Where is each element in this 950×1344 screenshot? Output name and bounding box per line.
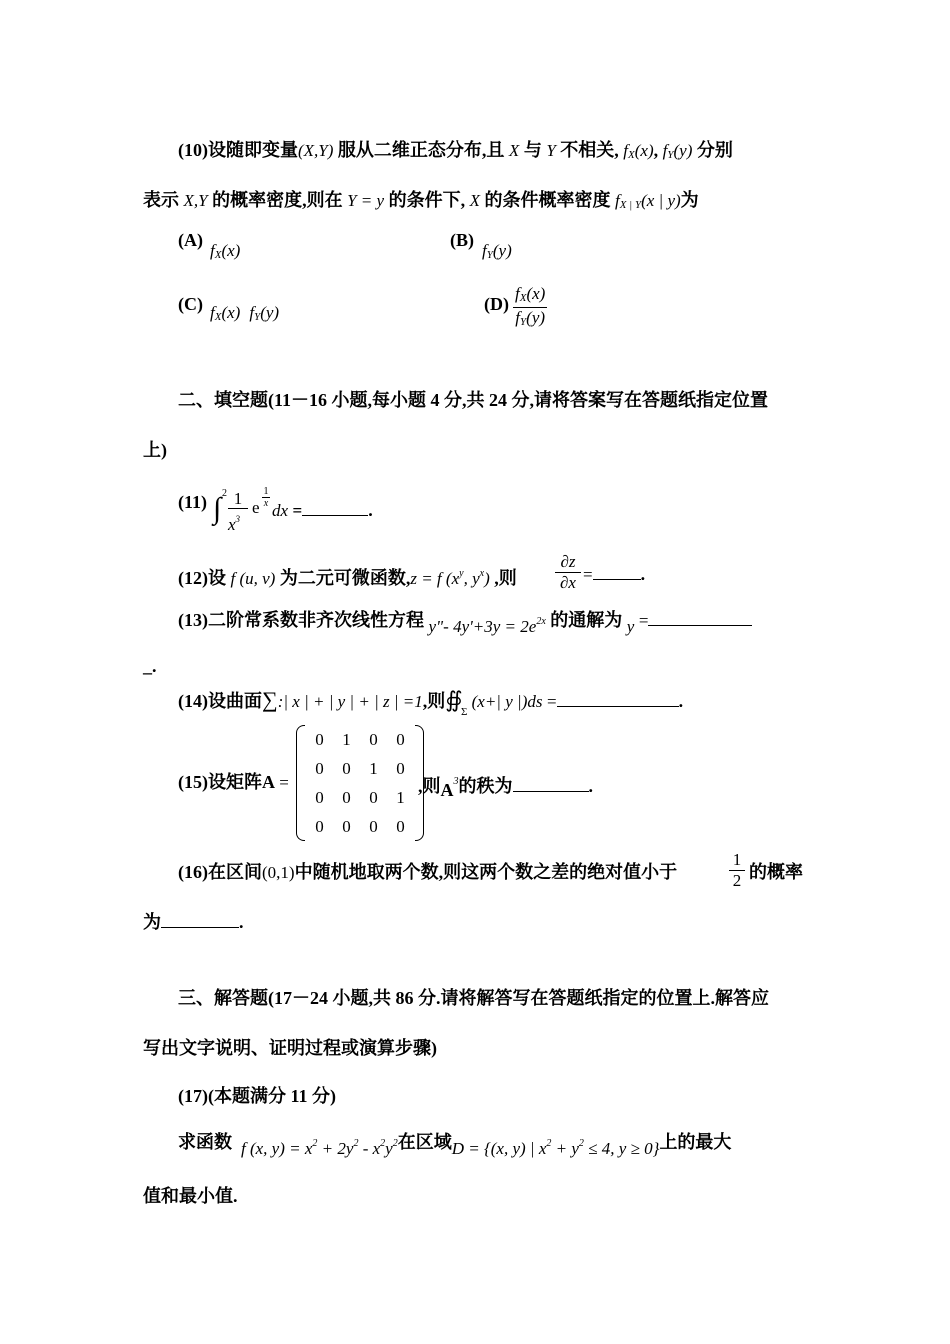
math-sup: 3 (453, 776, 459, 787)
equals: = (583, 565, 593, 584)
equals: = (638, 611, 649, 630)
math: f (210, 303, 215, 322)
math-sup: 2 (546, 1138, 552, 1149)
matrix-cell: 0 (315, 817, 324, 836)
q11 (178, 490, 207, 514)
answer-blank[interactable] (161, 913, 239, 928)
math: dx (272, 501, 289, 520)
math: X (508, 141, 520, 160)
q13-number: (13) (178, 610, 208, 630)
answer-blank[interactable] (513, 777, 589, 792)
math: (x | y) (641, 191, 681, 210)
option-a-label (178, 228, 203, 252)
math: f (210, 241, 215, 260)
q12-text: 设 (208, 568, 226, 588)
q14-text: ,则 (422, 691, 446, 711)
answer-blank[interactable] (593, 565, 641, 580)
q10-line1 (178, 138, 733, 167)
math: X,Y (183, 191, 208, 210)
q13-text: _. (143, 656, 157, 676)
surface-integral-sign: ∯ (445, 687, 463, 712)
fraction-den: ∂x (560, 573, 576, 592)
matrix-cell: 0 (396, 759, 405, 778)
q15-text: ,则 (418, 776, 441, 796)
q10-text: 与 (523, 140, 542, 160)
equals: = (546, 692, 557, 711)
math: y"- 4y'+3y = 2e (428, 617, 537, 636)
fraction-num: 1 (729, 850, 745, 871)
q10-text: 的条件概率密度 (484, 190, 611, 210)
option-label: (D) (484, 294, 509, 314)
math: y (385, 1139, 393, 1158)
math: f (515, 308, 521, 327)
matrix-cell: 1 (342, 730, 351, 749)
integral-subscript: Σ (461, 706, 468, 718)
section-3-title (178, 986, 769, 1010)
fraction-num: 1 (263, 486, 269, 497)
option-c-label (178, 292, 203, 316)
fraction-num: ∂z (555, 552, 581, 573)
math-sup: 2 (392, 1138, 398, 1149)
section-2-title (178, 388, 768, 412)
q16 (178, 860, 677, 885)
matrix-row (306, 725, 414, 754)
math-sup: x (479, 568, 485, 579)
matrix (306, 725, 414, 841)
integral-sign: ∫ (213, 492, 222, 525)
math: D = {(x, y) | x (451, 1139, 547, 1158)
period: . (588, 776, 593, 796)
sigma-symbol: ∑ (262, 687, 278, 712)
q14-number: (14) (178, 691, 208, 711)
matrix-cell: 1 (369, 759, 378, 778)
matrix-cell: 0 (342, 788, 351, 807)
q13 (178, 604, 752, 636)
math-sub: X (519, 292, 527, 304)
math: ≤ 4, y ≥ 0} (583, 1139, 660, 1158)
math-sub: X | Y (619, 199, 642, 211)
math: f (614, 191, 620, 210)
q16-text: 为 (143, 912, 161, 932)
q11-exp-frac (262, 486, 270, 509)
q17-heading: (17)(本题满分 11 分) (178, 1086, 336, 1106)
q10-text: , (653, 140, 659, 160)
matrix-cell: 0 (369, 817, 378, 836)
equals: = (292, 501, 303, 520)
q10-text: 设随即变量 (208, 140, 298, 160)
q10-line2 (143, 188, 699, 217)
upper-limit: 2 (222, 488, 227, 499)
matrix-name: A (440, 780, 454, 800)
q13-cont (143, 654, 157, 678)
section-title-text: 二、填空题(11－16 小题,每小题 4 分,共 24 分,请将答案写在答题纸指定位置 (178, 390, 768, 410)
option-d-expr (513, 284, 547, 331)
math: f (515, 284, 520, 303)
math-sub: X (214, 311, 222, 323)
period: . (678, 691, 684, 711)
matrix-cell: 0 (369, 788, 378, 807)
math: f (623, 141, 629, 160)
math: (x) (221, 241, 241, 260)
q16-fraction (729, 850, 745, 891)
q12-number: (12) (178, 568, 208, 588)
period: . (640, 564, 646, 584)
fraction-den: 2 (732, 871, 742, 890)
q11-exp (252, 498, 260, 518)
math: (x) (526, 284, 546, 303)
math-sub: Y (254, 311, 261, 323)
math: + y (551, 1139, 579, 1158)
math-sub: X (628, 149, 635, 161)
answer-blank[interactable] (557, 692, 679, 707)
q11-fraction (228, 490, 248, 535)
math: X (469, 191, 480, 210)
q16-text: 中随机地取两个数,则这两个数之差的绝对值小于 (294, 862, 678, 882)
answer-blank[interactable] (648, 611, 752, 626)
matrix-row (306, 754, 414, 783)
q17-text: 上的最大 (659, 1132, 732, 1152)
q10-text: 的概率密度,则在 (212, 190, 343, 210)
q11-number: (11) (178, 492, 207, 512)
math: (y) (673, 141, 693, 160)
q10-text: 为 (680, 190, 699, 210)
q16-number: (16) (178, 862, 208, 882)
math: (y) (260, 303, 280, 322)
math: - x (358, 1139, 381, 1158)
e-symbol: e (252, 498, 260, 517)
q10-text: 表示 (143, 190, 179, 210)
exponent: 3 (235, 514, 241, 524)
math: (x) (221, 303, 241, 322)
matrix-cell: 0 (396, 817, 405, 836)
q14 (178, 688, 683, 714)
option-a-expr (210, 238, 240, 267)
math: f (x, y) = x (241, 1139, 313, 1158)
matrix-name: A (262, 772, 275, 792)
math-sup: 2 (578, 1138, 584, 1149)
math: f (u, v) (230, 569, 276, 588)
math: + 2y (317, 1139, 354, 1158)
section-3-title-cont (143, 1036, 437, 1060)
matrix-left-bracket (296, 725, 305, 841)
q12-partial-frac (555, 552, 581, 593)
q15-text: 设矩阵 (208, 772, 262, 792)
q14-text: 设曲面 (208, 691, 262, 711)
q15-text: 的秩为 (458, 776, 513, 796)
math: (y) (492, 241, 512, 260)
math-sup: y (459, 568, 464, 579)
q15-number: (15) (178, 772, 208, 792)
q12-text: 为二元可微函数, (279, 568, 411, 588)
math: (x+| y |)ds (471, 692, 543, 711)
option-label: (A) (178, 230, 203, 250)
math: Y = y (347, 191, 385, 210)
q10-text: 服从二维正态分布,且 (337, 140, 505, 160)
math: (0,1) (262, 863, 295, 882)
section-title-text: 三、解答题(17－24 小题,共 86 分.请将解答写在答题纸指定的位置上.解答应 (178, 988, 769, 1008)
math: (X,Y) (298, 141, 334, 160)
option-d-label (484, 292, 509, 316)
math-sub: Y (520, 316, 527, 328)
q15-tail (418, 770, 593, 798)
math: , y (463, 569, 480, 588)
fraction (513, 284, 547, 331)
math-sup: 2x (536, 616, 546, 627)
q17-text: 值和最小值. (143, 1186, 238, 1206)
q16-text: 在区间 (208, 862, 262, 882)
option-b-label (450, 228, 474, 252)
q12 (178, 562, 517, 591)
math: z = f (x (410, 569, 460, 588)
math-sub: Y (486, 249, 493, 261)
math-sup: 2 (380, 1138, 386, 1149)
matrix-cell: 0 (369, 730, 378, 749)
fraction-den: x (228, 515, 236, 534)
q11-tail (272, 498, 373, 523)
math-sub: X (214, 249, 222, 261)
q10-text: 不相关, (560, 140, 619, 160)
math: ) (484, 569, 490, 588)
math: (x) (634, 141, 654, 160)
q12-text: ,则 (494, 568, 517, 588)
q17-line2 (143, 1184, 238, 1208)
q16-text: 的概率 (749, 862, 803, 882)
option-label: (C) (178, 294, 203, 314)
q17-header (178, 1084, 336, 1108)
q13-text: 的通解为 (550, 610, 623, 630)
q17-text: 求函数 (178, 1132, 232, 1152)
math-sup: 2 (353, 1138, 359, 1149)
fraction-den: x (263, 498, 269, 509)
q16-line2 (143, 910, 244, 934)
q12-tail (583, 562, 645, 587)
q17-text: 在区域 (397, 1132, 452, 1152)
section-title-text: 上) (143, 440, 167, 460)
math-sub: Y (667, 149, 674, 161)
q16-tail (749, 860, 803, 884)
matrix-cell: 0 (396, 730, 405, 749)
math: f (482, 241, 487, 260)
section-2-title-cont (143, 438, 167, 462)
q17-body (178, 1126, 732, 1158)
option-c-expr (210, 300, 279, 329)
math: f (662, 141, 668, 160)
period: . (368, 500, 373, 520)
section-title-text: 写出文字说明、证明过程或演算步骤) (143, 1038, 437, 1058)
matrix-row (306, 783, 414, 812)
math: Y (546, 141, 556, 160)
math: y (626, 617, 635, 636)
matrix-cell: 1 (396, 788, 405, 807)
matrix-cell: 0 (315, 759, 324, 778)
q10-text: 分别 (696, 140, 733, 160)
matrix-row (306, 812, 414, 841)
option-label: (B) (450, 230, 474, 250)
matrix-cell: 0 (315, 730, 324, 749)
fraction-num: 1 (228, 490, 248, 509)
q13-text: 二阶常系数非齐次线性方程 (208, 610, 424, 630)
math: :| x | + | y | + | z | =1 (277, 692, 423, 711)
equals: = (275, 773, 289, 792)
option-b-expr (482, 238, 512, 267)
q15 (178, 770, 289, 795)
matrix-cell: 0 (342, 759, 351, 778)
matrix-cell: 0 (342, 817, 351, 836)
q10-text: 的条件下, (388, 190, 466, 210)
period: . (239, 912, 244, 932)
math: (y) (526, 308, 546, 327)
answer-blank[interactable] (302, 501, 368, 516)
math: f (249, 303, 255, 322)
math-sup: 2 (312, 1138, 318, 1149)
q10-number: (10) (178, 140, 208, 160)
matrix-cell: 0 (315, 788, 324, 807)
